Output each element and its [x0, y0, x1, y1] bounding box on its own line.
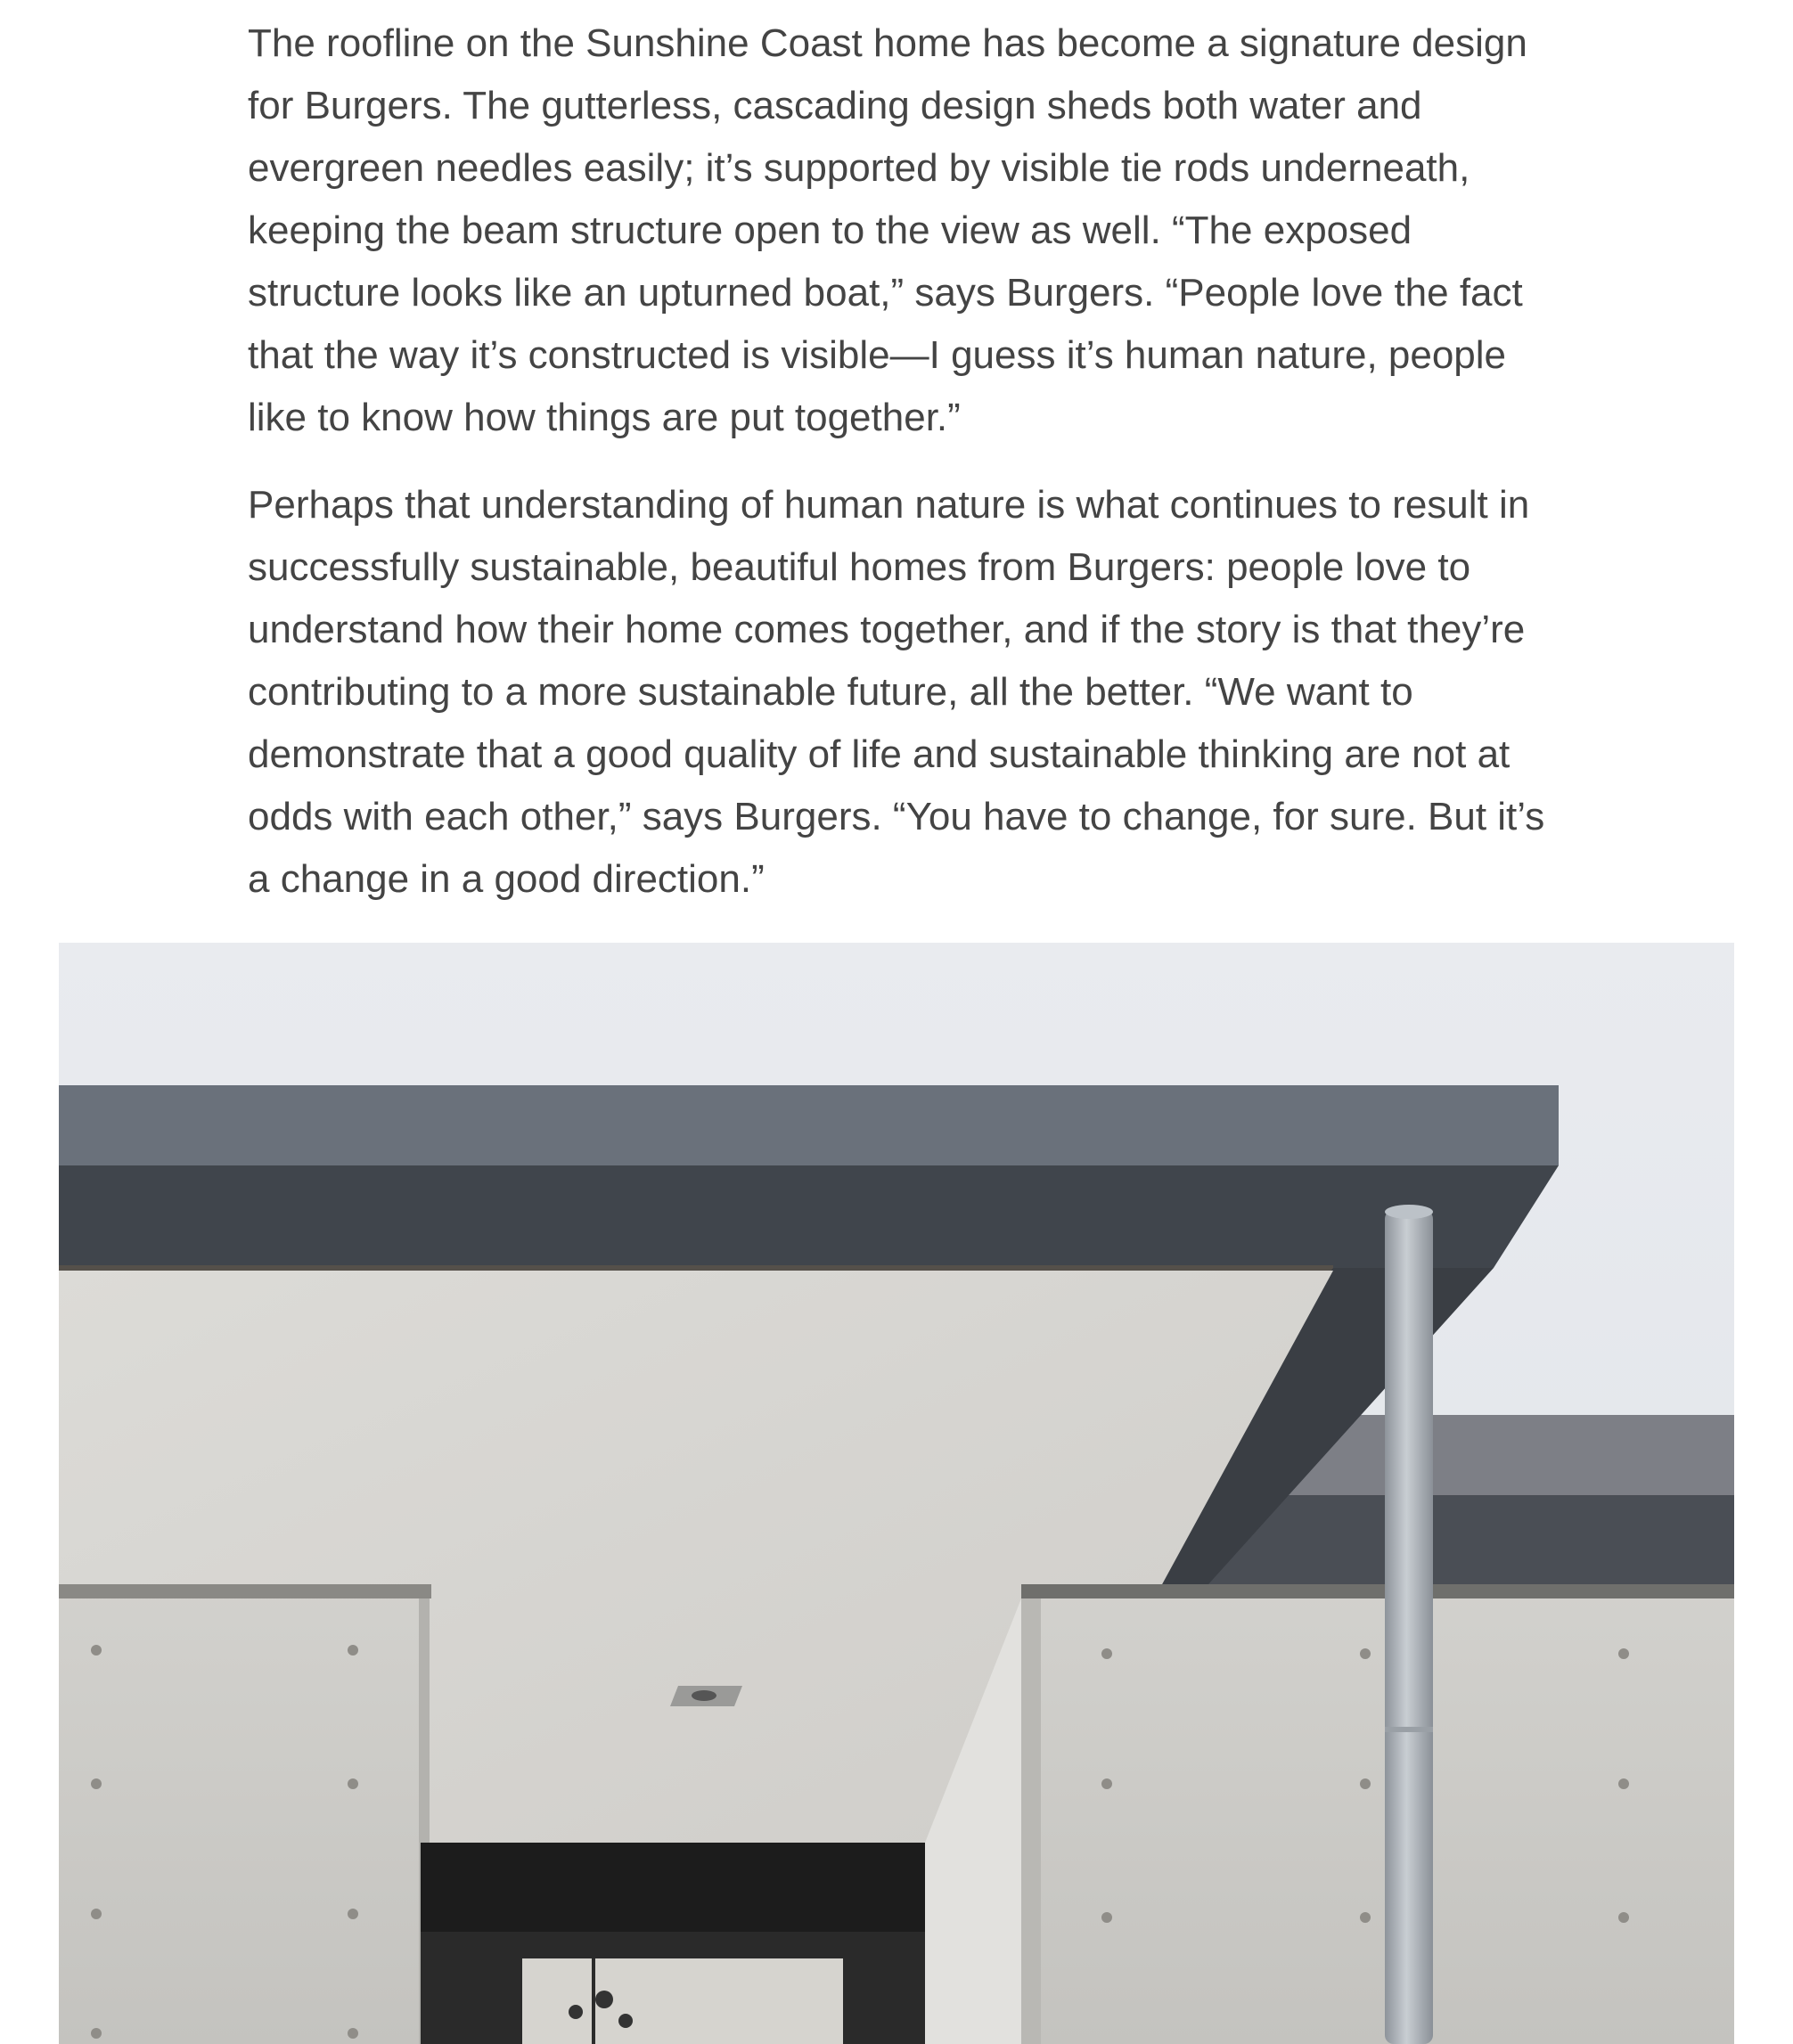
- photo-illustration: [59, 943, 1734, 2044]
- roof-fascia-top: [59, 1085, 1559, 1165]
- article-paragraph-1: The roofline on the Sunshine Coast home has become a signature design for Burgers. The gutterless, cascading design sheds both water and evergreen needles easily; it’s supported by visible tie rods underneath, keeping the beam structure open to the view as well. “The exposed structure looks like an upturned boat,” says Burgers. “People love the fact that the way it’s constructed is visible—I guess it’s human nature, people like to know how things are put together.”: [248, 21, 1527, 439]
- concrete-wall-right-edge: [1021, 1598, 1041, 2044]
- roof-edge: [59, 1265, 1333, 1271]
- concrete-wall-left: [59, 1584, 426, 2044]
- roof-underside: [59, 1165, 1559, 1268]
- recessed-light-lens: [692, 1690, 716, 1701]
- downpipe-joint: [1385, 1727, 1433, 1732]
- article-paragraph-2: Perhaps that understanding of human nature is what continues to result in successfully sustainable, beautiful homes from Burgers: people love to understand how their home comes together, and if the story is that they’re contributing to a more sustainable future, all the better. “We want to demonstrate that a good quality of life and sustainable thinking are not at odds with each other,” says Burgers. “You have to change, for sure. But it’s a change in a good direction.”: [248, 483, 1545, 901]
- concrete-wall-left-cap: [59, 1584, 431, 1598]
- house-roofline-photo: [59, 943, 1734, 2044]
- article-body: [248, 12, 1549, 936]
- downpipe: [1385, 1210, 1433, 2044]
- concrete-wall-right-cap: [1021, 1584, 1734, 1598]
- downpipe-top: [1385, 1205, 1433, 1219]
- interior-view: [522, 1958, 843, 2044]
